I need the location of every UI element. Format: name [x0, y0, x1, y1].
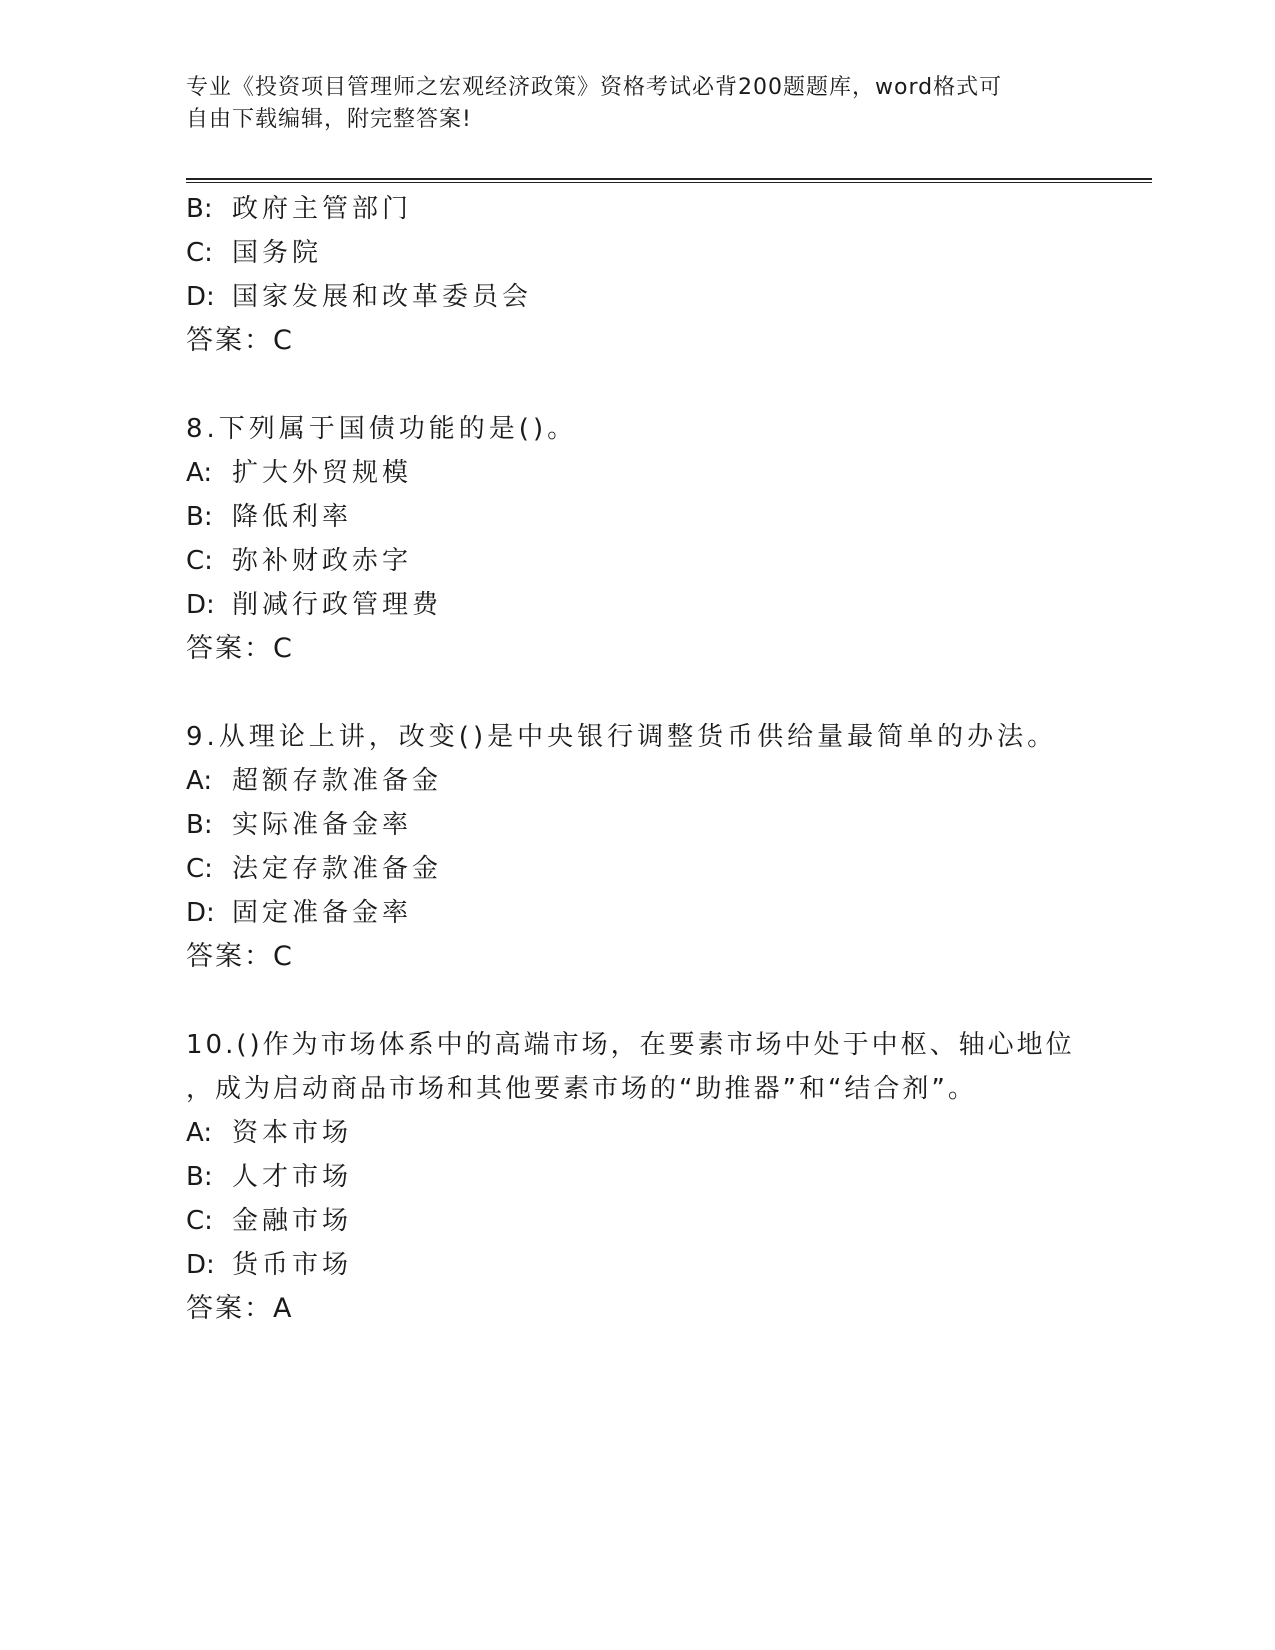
option-label: D:	[186, 590, 215, 620]
q8-option-d	[186, 588, 442, 622]
option-text: 人才市场	[232, 1162, 353, 1192]
q10-option-a	[186, 1116, 352, 1150]
option-text: 降低利率	[232, 502, 353, 532]
option-text: 资本市场	[232, 1118, 353, 1148]
q8-option-b	[186, 500, 352, 534]
document-header	[186, 72, 1086, 136]
q8-stem: 8.下列属于国债功能的是()。	[186, 414, 578, 444]
q10-option-d	[186, 1248, 352, 1282]
q9-option-a	[186, 764, 442, 798]
header-divider	[186, 178, 1152, 183]
option-text: 国家发展和改革委员会	[232, 282, 533, 312]
option-text: 扩大外贸规模	[232, 458, 413, 488]
q9-option-b	[186, 808, 412, 842]
option-label: D:	[186, 282, 215, 312]
option-label: B:	[186, 1162, 213, 1192]
header-title-line-1: 专业《投资项目管理师之宏观经济政策》资格考试必背200题题库，word格式可	[186, 75, 1003, 100]
option-text: 金融市场	[232, 1206, 353, 1236]
q7-option-b	[186, 192, 412, 226]
q7-answer: 答案：C	[186, 325, 294, 356]
option-label: C:	[186, 1206, 213, 1236]
q9-option-c	[186, 852, 442, 886]
option-text: 政府主管部门	[232, 194, 413, 224]
option-label: B:	[186, 810, 213, 840]
option-text: 弥补财政赤字	[232, 546, 413, 576]
header-title-line-2: 自由下载编辑，附完整答案!	[186, 107, 472, 132]
q10-option-b	[186, 1160, 352, 1194]
option-label: C:	[186, 854, 213, 884]
q7-option-d	[186, 280, 532, 314]
q10-answer: 答案：A	[186, 1293, 294, 1324]
q8-option-a	[186, 456, 412, 490]
q9-option-d	[186, 896, 412, 930]
option-text: 固定准备金率	[232, 898, 413, 928]
option-label: A:	[186, 766, 213, 796]
option-label: D:	[186, 1250, 215, 1280]
option-label: B:	[186, 502, 213, 532]
q8-option-c	[186, 544, 412, 578]
option-text: 货币市场	[232, 1250, 353, 1280]
option-label: B:	[186, 194, 213, 224]
option-label: D:	[186, 898, 215, 928]
q8-answer: 答案：C	[186, 633, 294, 664]
option-text: 削减行政管理费	[232, 590, 443, 620]
q9-answer: 答案：C	[186, 941, 294, 972]
option-text: 超额存款准备金	[232, 766, 443, 796]
q10-stem-line-2: ，成为启动商品市场和其他要素市场的“助推器”和“结合剂”。	[186, 1074, 977, 1104]
option-label: C:	[186, 546, 213, 576]
option-label: C:	[186, 238, 213, 268]
option-label: A:	[186, 458, 213, 488]
option-text: 法定存款准备金	[232, 854, 443, 884]
option-label: A:	[186, 1118, 213, 1148]
q9-stem: 9.从理论上讲，改变()是中央银行调整货币供给量最简单的办法。	[186, 722, 1058, 752]
option-text: 国务院	[232, 238, 323, 268]
q10-option-c	[186, 1204, 352, 1238]
q7-option-c	[186, 236, 322, 270]
q10-stem-line-1: 10.()作为市场体系中的高端市场，在要素市场中处于中枢、轴心地位	[186, 1030, 1075, 1060]
option-text: 实际准备金率	[232, 810, 413, 840]
